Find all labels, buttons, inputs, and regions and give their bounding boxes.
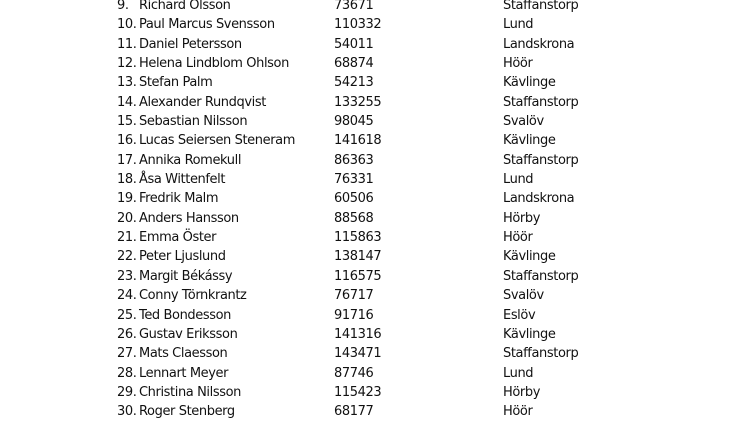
municipality: Höör — [503, 230, 533, 246]
candidate-number: 68177 — [334, 404, 374, 420]
candidate-name: Annika Romekull — [139, 152, 242, 168]
candidate-name: Mats Claesson — [139, 346, 228, 362]
list-item — [0, 170, 746, 189]
row-number: 27. — [117, 346, 137, 362]
row-number: 22. — [117, 249, 137, 265]
candidate-name: Margit Békássy — [139, 268, 233, 284]
list-item — [0, 73, 746, 92]
municipality: Landskrona — [503, 191, 575, 207]
candidate-name: Lennart Meyer — [139, 365, 229, 381]
candidate-number: 115423 — [334, 384, 382, 400]
candidate-number: 86363 — [334, 152, 374, 168]
row-number: 26. — [117, 326, 137, 342]
row-number: 9. — [117, 0, 129, 13]
candidate-name: Helena Lindblom Ohlson — [139, 56, 289, 72]
list-item — [0, 0, 746, 15]
candidate-name: Daniel Petersson — [139, 36, 242, 52]
list-item — [0, 151, 746, 170]
candidate-number: 91716 — [334, 307, 374, 323]
list-item — [0, 247, 746, 266]
list-item — [0, 383, 746, 402]
candidate-name: Richard Olsson — [139, 0, 231, 13]
candidate-name: Alexander Rundqvist — [139, 94, 266, 110]
candidate-number: 68874 — [334, 56, 374, 72]
candidate-number: 98045 — [334, 114, 374, 130]
candidate-name: Gustav Eriksson — [139, 326, 238, 342]
municipality: Landskrona — [503, 36, 575, 52]
candidate-number: 116575 — [334, 268, 382, 284]
candidate-number: 76717 — [334, 288, 374, 304]
row-number: 11. — [117, 36, 137, 52]
list-item — [0, 286, 746, 305]
candidate-name: Christina Nilsson — [139, 384, 241, 400]
list-item — [0, 189, 746, 208]
municipality: Hörby — [503, 210, 541, 226]
row-number: 21. — [117, 230, 137, 246]
municipality: Staffanstorp — [503, 0, 579, 13]
row-number: 15. — [117, 114, 137, 130]
candidate-name: Fredrik Malm — [139, 191, 219, 207]
list-item — [0, 267, 746, 286]
candidate-name: Emma Öster — [139, 230, 217, 246]
candidate-number: 76331 — [334, 172, 374, 188]
candidate-name: Stefan Palm — [139, 75, 213, 91]
row-number: 20. — [117, 210, 137, 226]
candidate-name: Sebastian Nilsson — [139, 114, 248, 130]
row-number: 29. — [117, 384, 137, 400]
list-item — [0, 54, 746, 73]
candidate-number: 88568 — [334, 210, 374, 226]
list-item — [0, 364, 746, 383]
municipality: Hörby — [503, 384, 541, 400]
row-number: 24. — [117, 288, 137, 304]
candidate-number: 54011 — [334, 36, 374, 52]
list-item — [0, 15, 746, 34]
candidate-number: 141316 — [334, 326, 382, 342]
candidate-name: Lucas Seiersen Steneram — [139, 133, 295, 149]
row-number: 14. — [117, 94, 137, 110]
row-number: 10. — [117, 17, 137, 33]
row-number: 16. — [117, 133, 137, 149]
list-item — [0, 131, 746, 150]
candidate-number: 87746 — [334, 365, 374, 381]
list-item — [0, 209, 746, 228]
list-item — [0, 306, 746, 325]
candidate-number: 60506 — [334, 191, 374, 207]
list-item — [0, 228, 746, 247]
municipality: Höör — [503, 404, 533, 420]
candidate-name: Peter Ljuslund — [139, 249, 226, 265]
row-number: 17. — [117, 152, 137, 168]
candidate-number: 54213 — [334, 75, 374, 91]
municipality: Eslöv — [503, 307, 536, 323]
row-number: 19. — [117, 191, 137, 207]
list-item — [0, 325, 746, 344]
list-item — [0, 35, 746, 54]
row-number: 30. — [117, 404, 137, 420]
municipality: Staffanstorp — [503, 346, 579, 362]
candidate-name: Conny Törnkrantz — [139, 288, 247, 304]
municipality: Lund — [503, 172, 534, 188]
candidate-number: 138147 — [334, 249, 382, 265]
municipality: Kävlinge — [503, 326, 556, 342]
municipality: Kävlinge — [503, 75, 556, 91]
municipality: Staffanstorp — [503, 268, 579, 284]
candidate-number: 110332 — [334, 17, 382, 33]
municipality: Staffanstorp — [503, 152, 579, 168]
list-item — [0, 112, 746, 131]
municipality: Lund — [503, 365, 534, 381]
municipality: Svalöv — [503, 288, 544, 304]
candidate-name: Anders Hansson — [139, 210, 239, 226]
row-number: 28. — [117, 365, 137, 381]
list-item — [0, 93, 746, 112]
candidate-name: Åsa Wittenfelt — [139, 172, 226, 188]
candidate-number: 73671 — [334, 0, 374, 13]
municipality: Kävlinge — [503, 249, 556, 265]
row-number: 18. — [117, 172, 137, 188]
candidate-name: Ted Bondesson — [139, 307, 232, 323]
candidate-name: Roger Stenberg — [139, 404, 235, 420]
row-number: 12. — [117, 56, 137, 72]
candidate-number: 115863 — [334, 230, 382, 246]
candidate-number: 141618 — [334, 133, 382, 149]
municipality: Svalöv — [503, 114, 544, 130]
candidate-number: 143471 — [334, 346, 382, 362]
row-number: 25. — [117, 307, 137, 323]
candidate-number: 133255 — [334, 94, 382, 110]
municipality: Lund — [503, 17, 534, 33]
row-number: 23. — [117, 268, 137, 284]
candidate-name: Paul Marcus Svensson — [139, 17, 275, 33]
municipality: Kävlinge — [503, 133, 556, 149]
municipality: Staffanstorp — [503, 94, 579, 110]
list-item — [0, 344, 746, 363]
municipality: Höör — [503, 56, 533, 72]
row-number: 13. — [117, 75, 137, 91]
